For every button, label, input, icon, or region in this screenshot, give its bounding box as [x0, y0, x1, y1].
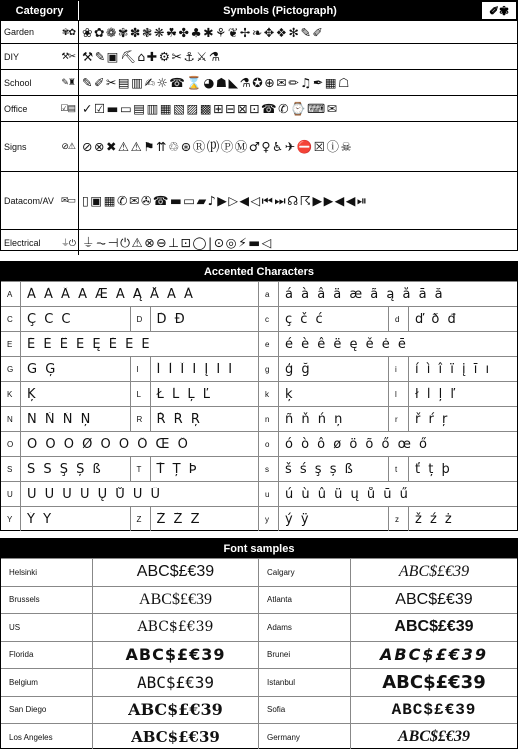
symbol-glyphs: ✓☑▬▭▤▥▦▧▨▩⊞⊟⊠⊡☎✆⌚⌨✉ [82, 101, 339, 116]
accent-base-letter: G [1, 357, 21, 381]
accent-row [1, 331, 517, 356]
symbols-header [1, 1, 517, 20]
font-sample: ABC$£€39 [136, 563, 215, 581]
accent-base-letter: T [131, 457, 151, 481]
category-label: Office [4, 103, 28, 114]
font-sample: ABC$£€39 [125, 645, 226, 665]
accent-base-letter: s [259, 457, 279, 481]
accent-glyphs: š ś ş ș ß [285, 461, 355, 477]
category-label: School [4, 77, 32, 88]
font-cell [1, 614, 259, 641]
accent-cell [259, 307, 517, 331]
category-label: Garden [4, 27, 35, 37]
accent-cell [1, 507, 259, 531]
font-sample: ABC$£€39 [398, 563, 470, 581]
font-cell [1, 642, 259, 669]
accent-row [1, 356, 517, 381]
accent-cell [1, 307, 259, 331]
font-name: Belgium [1, 669, 93, 696]
accent-cell [1, 282, 259, 306]
accent-row [1, 281, 517, 306]
accent-cell [259, 332, 517, 356]
accent-glyphs: Ó Ò Ô Ø Ö Õ Ő Œ Ő [27, 436, 190, 452]
accent-base-letter: a [259, 282, 279, 306]
accent-glyphs: Ł Ĺ Ļ Ľ [156, 386, 212, 402]
accent-cell [1, 457, 259, 481]
accent-base-letter: n [259, 407, 279, 431]
accent-base-letter: r [389, 407, 409, 431]
font-name: Florida [1, 642, 93, 669]
accent-base-letter: t [389, 457, 409, 481]
font-cell [259, 697, 517, 724]
accent-row [1, 506, 517, 531]
symbol-row [1, 229, 517, 255]
accent-glyphs: Ý Ÿ [27, 511, 54, 527]
accent-base-letter: k [259, 382, 279, 406]
font-sample: ABC$£€39 [395, 590, 473, 608]
accent-glyphs: á à â ä æ ã ą å ā ă [285, 286, 445, 302]
accent-glyphs: í ì î ï į ī ı [415, 361, 492, 377]
category-header: Category [1, 1, 79, 20]
accent-row [1, 456, 517, 481]
accent-glyphs: Ķ [27, 386, 38, 402]
accent-cell [259, 407, 517, 431]
font-name: Calgary [259, 559, 351, 586]
category-icon: ✎♜ [61, 77, 75, 87]
accent-glyphs: É È Ê Ë Ę Ě Ė Ē [27, 336, 152, 352]
accent-base-letter: A [1, 282, 21, 306]
symbol-row [1, 69, 517, 95]
font-sample: ABC$£€39 [128, 700, 223, 720]
font-sample: ABC$£€39 [391, 700, 477, 719]
font-cell [259, 669, 517, 696]
accent-base-letter: Z [131, 507, 151, 531]
category-cell [1, 70, 79, 95]
category-icon: ☑▤ [60, 103, 75, 113]
category-icon: ⊘⚠ [61, 141, 75, 151]
category-label: Datacom/AV [4, 195, 54, 206]
accent-base-letter: O [1, 432, 21, 456]
font-sample: ABC$£€39 [139, 590, 212, 608]
accent-cell [259, 432, 517, 456]
font-cell [1, 669, 259, 696]
accent-cell [1, 482, 259, 506]
category-icon: ✉▭ [60, 195, 75, 205]
font-sample: ABC$£€39 [394, 618, 474, 636]
symbols-table [0, 0, 518, 251]
font-cell [259, 724, 517, 749]
accent-glyphs: Ú Ù Û Ü Ų Ů Ū Ű [27, 486, 163, 502]
accent-base-letter: N [1, 407, 21, 431]
font-name: Brunei [259, 642, 351, 669]
symbol-glyphs: ✎✐✂▤▥✍☼☎⌛◕☗◣⚗✪⊕✉✏♫✒▦☖ [82, 75, 351, 90]
accent-glyphs: Ď Đ [156, 311, 187, 327]
category-icon: ⚒✂ [61, 51, 75, 61]
accent-glyphs: ý ÿ [285, 511, 311, 527]
accent-glyphs: Ř Ŕ Ŗ [156, 411, 202, 427]
font-name: Istanbul [259, 669, 351, 696]
accent-cell [1, 332, 259, 356]
category-cell [1, 44, 79, 69]
accent-glyphs: ç č ć [285, 311, 325, 327]
accent-glyphs: Í Ì Î Ï Į Ī İ [156, 361, 235, 377]
accent-glyphs: ď ð đ [415, 311, 458, 327]
symbol-row [1, 171, 517, 229]
font-row [1, 613, 517, 641]
symbol-row [1, 20, 517, 43]
category-cell [1, 21, 79, 43]
font-cell [259, 642, 517, 669]
accent-glyphs: Ž Ź Ż [156, 511, 202, 527]
symbol-glyphs: ⊘⊗✖⚠⚠⚑⇈♲⊛Ⓡ⒫ⓅⓂ♂♀♿✈⛔☒ⓘ☠ [82, 139, 354, 154]
accent-glyphs: ž ź ż [415, 511, 454, 527]
accent-row [1, 381, 517, 406]
accent-base-letter: y [259, 507, 279, 531]
accent-cell [1, 407, 259, 431]
font-cell [1, 697, 259, 724]
accent-glyphs: Ť Ț Þ [156, 461, 199, 477]
accent-row [1, 306, 517, 331]
accent-base-letter: C [1, 307, 21, 331]
font-row [1, 641, 517, 669]
font-sample: ABC$£€39 [136, 672, 215, 692]
font-sample: ABC$£€39 [380, 645, 488, 665]
accent-cell [259, 507, 517, 531]
accented-header: Accented Characters [1, 262, 517, 281]
font-name: San Diego [1, 697, 93, 724]
accent-glyphs: Ç Č Ć [27, 311, 73, 327]
accent-base-letter: o [259, 432, 279, 456]
accent-row [1, 481, 517, 506]
font-sample: ABC$£€39 [137, 619, 214, 636]
accent-glyphs: Ñ Ň Ń Ņ [27, 411, 93, 427]
font-sample: ABC$£€39 [397, 728, 470, 746]
accent-cell [259, 482, 517, 506]
font-cell [259, 614, 517, 641]
font-row [1, 586, 517, 614]
font-name: Adams [259, 614, 351, 641]
accent-glyphs: ó ò ô ø ö õ ő œ ő [285, 436, 429, 452]
accent-base-letter: K [1, 382, 21, 406]
accent-glyphs: Š Ś Ş Ș ß [27, 461, 103, 477]
accent-base-letter: D [131, 307, 151, 331]
accent-base-letter: d [389, 307, 409, 331]
accent-base-letter: E [1, 332, 21, 356]
font-cell [259, 587, 517, 614]
accented-table [0, 261, 518, 531]
category-label: DIY [4, 51, 20, 62]
font-name: US [1, 614, 93, 641]
category-cell [1, 230, 79, 255]
accent-glyphs: ť ț þ [415, 461, 452, 477]
accent-cell [259, 357, 517, 381]
accent-cell [259, 457, 517, 481]
category-cell [1, 172, 79, 229]
accent-base-letter: c [259, 307, 279, 331]
accent-base-letter: l [389, 382, 409, 406]
font-row [1, 696, 517, 724]
accent-base-letter: L [131, 382, 151, 406]
accent-glyphs: ú ù û ü ų ů ū ű [285, 486, 410, 502]
symbol-glyphs: ❀✿❁✾✽❃❋☘✤♣✱⚘❦✢❧✥❖✻✎✐ [82, 24, 325, 40]
accent-cell [1, 432, 259, 456]
accent-base-letter: U [1, 482, 21, 506]
accent-glyphs: ñ ň ń ņ [285, 411, 345, 427]
accent-glyphs: ģ ğ [285, 361, 312, 377]
font-sample: ABC$£€39 [131, 728, 220, 747]
accent-base-letter: i [389, 357, 409, 381]
font-samples-table [0, 538, 518, 749]
category-label: Electrical [4, 237, 41, 248]
accent-glyphs: ķ [285, 386, 295, 402]
accent-glyphs: ł ĺ ļ ľ [415, 386, 458, 402]
category-label: Signs [4, 141, 27, 152]
font-cell [1, 587, 259, 614]
category-cell [1, 122, 79, 171]
accent-glyphs: Ğ Ģ [27, 361, 58, 377]
accent-cell [259, 382, 517, 406]
font-name: Helsinki [1, 559, 93, 586]
font-row [1, 558, 517, 586]
font-row [1, 668, 517, 696]
accent-base-letter: R [131, 407, 151, 431]
accent-cell [1, 382, 259, 406]
accent-base-letter: u [259, 482, 279, 506]
category-cell [1, 96, 79, 121]
symbol-row [1, 121, 517, 171]
accent-base-letter: S [1, 457, 21, 481]
font-row [1, 723, 517, 749]
font-name: Los Angeles [1, 724, 93, 749]
font-name: Sofia [259, 697, 351, 724]
font-samples-header: Font samples [1, 539, 517, 558]
font-cell [259, 559, 517, 586]
font-cell [1, 724, 259, 749]
accent-base-letter: z [389, 507, 409, 531]
category-icon: ✾✿ [61, 26, 75, 37]
symbol-glyphs: ⚒✎▣⛏⌂✚⚙✂⚓⚔⚗ [82, 49, 222, 64]
accent-base-letter: Y [1, 507, 21, 531]
accent-base-letter: e [259, 332, 279, 356]
font-cell [1, 559, 259, 586]
font-sample: ABC$£€39 [382, 671, 486, 693]
symbol-row [1, 43, 517, 69]
symbol-glyphs: ⏚⏦⊣⏻⚠⊗⊖⊥⊡◯|⊙◎⚡▬◁ [82, 235, 273, 250]
accent-base-letter: g [259, 357, 279, 381]
font-name: Atlanta [259, 587, 351, 614]
symbol-row [1, 95, 517, 121]
font-name: Germany [259, 724, 351, 749]
symbols-title: Symbols (Pictograph) [223, 4, 337, 17]
accent-glyphs: é è ê ë ę ě ė ē [285, 336, 408, 352]
accent-cell [1, 357, 259, 381]
category-icon: ⏚⏻ [60, 238, 75, 248]
accent-glyphs: ř ŕ ŗ [415, 411, 450, 427]
accent-glyphs: Á À Â Ä Æ Ã Ą Å Ā Ă [27, 286, 195, 302]
accent-row [1, 406, 517, 431]
accent-base-letter: I [131, 357, 151, 381]
corner-icon: ✐✾ [481, 1, 517, 20]
accent-row [1, 431, 517, 456]
symbol-glyphs: ▯▣▦✆✉✇☎▬▭▰♪▶▷◀◁⏮⏭☊☈▶▶◀◀⏯ [82, 193, 369, 208]
font-name: Brussels [1, 587, 93, 614]
accent-cell [259, 282, 517, 306]
